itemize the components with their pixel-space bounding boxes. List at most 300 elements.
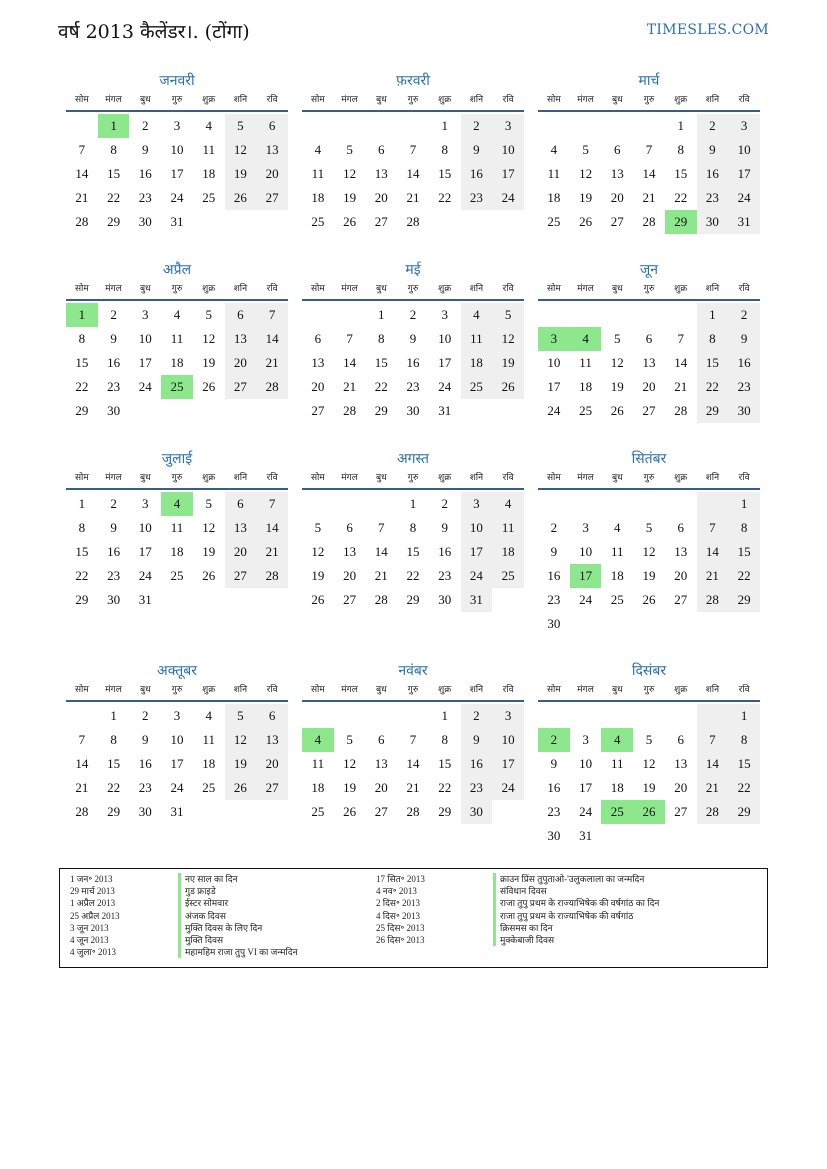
day-cell: 28 — [697, 588, 729, 612]
holiday-date: 1 अप्रैल 2013 — [70, 898, 116, 909]
day-cell: 21 — [406, 780, 420, 795]
day-cell: 13 — [374, 756, 388, 771]
day-cell: 28 — [256, 564, 288, 588]
day-cell: 25 — [461, 375, 493, 399]
day-cell: 25 — [202, 780, 216, 795]
day-cell: 26 — [225, 776, 257, 800]
day-cell: 12 — [579, 166, 593, 181]
day-cell: 29 — [697, 399, 729, 423]
day-cell: 29 — [75, 592, 89, 607]
empty-cell — [665, 303, 697, 327]
holiday-date: 4 दिस॰ 2013 — [376, 910, 421, 921]
weekday-label: गुरु — [643, 473, 655, 483]
weekday-label: शुक्र — [202, 685, 216, 695]
day-cell: 10 — [492, 728, 524, 752]
day-cell: 30 — [107, 592, 121, 607]
weekday-label: मंगल — [577, 685, 594, 695]
day-cell: 22 — [674, 190, 688, 205]
day-cell: 28 — [75, 214, 89, 229]
day-cell: 3 — [728, 114, 760, 138]
site-link[interactable]: TIMESLES.COM — [646, 22, 769, 38]
day-cell: 17 — [492, 752, 524, 776]
holiday-date: 25 दिस॰ 2013 — [376, 922, 425, 933]
day-cell: 20 — [311, 379, 325, 394]
day-cell: 15 — [75, 544, 89, 559]
day-cell: 9 — [697, 138, 729, 162]
empty-cell — [601, 492, 633, 516]
day-cell: 24 — [138, 379, 152, 394]
weekday-label: शुक्र — [202, 473, 216, 483]
weekday-label: बुध — [139, 95, 151, 105]
month-block — [66, 448, 288, 612]
day-cell: 11 — [461, 327, 493, 351]
day-cell: 1 — [66, 303, 98, 327]
page-title: वर्ष 2013 कैलेंडर।. (टोंगा) — [58, 21, 250, 43]
holiday-name: क्राउन प्रिंस तुपुताओ-'उलुकलाला का जन्मदिन — [493, 873, 644, 885]
empty-cell — [697, 492, 729, 516]
weekday-label: शुक्र — [438, 473, 452, 483]
day-cell: 24 — [138, 568, 152, 583]
day-cell: 14 — [75, 756, 89, 771]
day-cell: 21 — [697, 564, 729, 588]
day-cell: 24 — [438, 379, 452, 394]
day-cell: 21 — [256, 351, 288, 375]
day-grid — [538, 114, 760, 234]
day-cell: 16 — [461, 162, 493, 186]
day-cell: 11 — [202, 142, 215, 157]
day-cell: 17 — [138, 355, 152, 370]
day-cell: 6 — [256, 114, 288, 138]
empty-cell — [302, 492, 334, 516]
empty-cell — [633, 114, 665, 138]
empty-cell — [570, 704, 602, 728]
weekday-label: सोम — [74, 685, 89, 695]
day-cell: 18 — [461, 351, 493, 375]
day-cell: 7 — [78, 732, 86, 747]
day-cell: 21 — [256, 540, 288, 564]
day-cell: 20 — [225, 351, 257, 375]
day-cell: 16 — [107, 355, 121, 370]
day-cell: 21 — [374, 568, 388, 583]
day-cell: 19 — [311, 568, 325, 583]
holiday-date: 4 जुला॰ 2013 — [70, 947, 116, 958]
weekday-header — [302, 682, 524, 702]
weekday-label: रवि — [738, 95, 750, 105]
day-cell: 28 — [256, 375, 288, 399]
day-cell: 17 — [170, 756, 184, 771]
weekday-label: शुक्र — [202, 95, 216, 105]
day-cell: 12 — [610, 355, 624, 370]
day-cell: 11 — [547, 166, 561, 181]
day-cell: 10 — [461, 516, 493, 540]
day-cell: 2 — [142, 708, 149, 723]
day-cell: 2 — [110, 496, 117, 511]
day-cell: 12 — [343, 166, 357, 181]
day-cell: 20 — [374, 780, 388, 795]
empty-cell — [365, 492, 397, 516]
day-cell: 22 — [107, 190, 121, 205]
day-grid — [66, 114, 288, 234]
weekday-label: रवि — [266, 685, 278, 695]
day-cell: 19 — [343, 190, 357, 205]
day-cell: 28 — [406, 214, 420, 229]
weekday-header — [538, 281, 760, 301]
weekday-label: बुध — [375, 473, 387, 483]
day-cell: 28 — [674, 403, 688, 418]
month-block — [302, 70, 524, 234]
empty-cell — [665, 704, 697, 728]
empty-cell — [601, 114, 633, 138]
day-cell: 10 — [138, 520, 152, 535]
day-cell: 25 — [170, 568, 184, 583]
day-cell: 13 — [311, 355, 325, 370]
holiday-date: 17 सित॰ 2013 — [376, 874, 425, 884]
day-cell: 4 — [601, 728, 633, 752]
day-cell: 20 — [674, 780, 688, 795]
weekday-header — [302, 281, 524, 301]
weekday-label: सोम — [310, 95, 325, 105]
day-cell: 18 — [547, 190, 561, 205]
weekday-label: सोम — [74, 284, 89, 294]
day-cell: 21 — [75, 780, 89, 795]
day-cell: 25 — [161, 375, 193, 399]
day-cell: 2 — [538, 728, 570, 752]
day-cell: 11 — [170, 331, 184, 346]
day-cell: 8 — [441, 142, 448, 157]
weekday-label: सोम — [546, 473, 561, 483]
month-block — [66, 660, 288, 824]
day-cell: 30 — [547, 616, 561, 631]
day-cell: 17 — [570, 564, 602, 588]
day-cell: 29 — [728, 588, 760, 612]
day-cell: 27 — [374, 804, 388, 819]
month-name: मई — [405, 262, 421, 278]
day-cell: 22 — [75, 568, 89, 583]
day-cell: 26 — [642, 592, 656, 607]
day-cell: 20 — [256, 752, 288, 776]
month-name: नवंबर — [398, 663, 428, 679]
day-cell: 20 — [225, 540, 257, 564]
holiday-name: मुक्केबाजी दिवस — [493, 934, 554, 946]
day-cell: 18 — [202, 756, 216, 771]
month-block — [302, 259, 524, 423]
day-cell: 14 — [697, 752, 729, 776]
day-cell: 5 — [645, 520, 653, 535]
day-cell: 13 — [674, 544, 688, 559]
day-cell: 20 — [374, 190, 388, 205]
empty-cell — [302, 704, 334, 728]
day-cell: 12 — [311, 544, 325, 559]
weekday-label: शुक्र — [674, 685, 688, 695]
day-grid — [302, 492, 524, 612]
weekday-label: शनि — [469, 685, 484, 695]
day-cell: 17 — [170, 166, 184, 181]
day-cell: 25 — [610, 592, 624, 607]
day-cell: 7 — [78, 142, 86, 157]
day-cell: 12 — [642, 544, 656, 559]
weekday-label: शुक्र — [438, 685, 452, 695]
day-cell: 3 — [492, 114, 524, 138]
day-cell: 2 — [697, 114, 729, 138]
day-cell: 30 — [406, 403, 420, 418]
day-cell: 18 — [170, 355, 184, 370]
weekday-header — [66, 92, 288, 112]
day-cell: 5 — [314, 520, 322, 535]
day-cell: 21 — [674, 379, 688, 394]
day-cell: 3 — [538, 327, 570, 351]
day-cell: 28 — [406, 804, 420, 819]
day-cell: 15 — [374, 355, 388, 370]
day-cell: 9 — [441, 520, 448, 535]
weekday-label: गुरु — [171, 473, 183, 483]
day-cell: 22 — [406, 568, 420, 583]
day-cell: 27 — [642, 403, 656, 418]
weekday-label: गुरु — [407, 685, 419, 695]
day-cell: 23 — [697, 186, 729, 210]
day-cell: 4 — [550, 142, 558, 157]
day-cell: 14 — [406, 756, 420, 771]
month-block — [538, 70, 760, 234]
weekday-label: मंगल — [341, 95, 358, 105]
weekday-label: बुध — [139, 284, 151, 294]
day-cell: 9 — [142, 142, 149, 157]
weekday-label: गुरु — [643, 685, 655, 695]
weekday-label: शनि — [705, 284, 720, 294]
day-cell: 3 — [173, 708, 181, 723]
month-name: सितंबर — [631, 451, 667, 467]
empty-cell — [334, 492, 366, 516]
day-cell: 24 — [728, 186, 760, 210]
holiday-date: 25 अप्रैल 2013 — [70, 910, 120, 921]
day-cell: 6 — [256, 704, 288, 728]
empty-cell — [570, 114, 602, 138]
day-cell: 10 — [170, 142, 184, 157]
day-cell: 8 — [78, 331, 86, 346]
day-cell: 14 — [256, 516, 288, 540]
day-cell: 4 — [614, 520, 621, 535]
weekday-label: बुध — [139, 685, 151, 695]
day-grid — [302, 303, 524, 423]
day-cell: 17 — [438, 355, 452, 370]
day-cell: 19 — [642, 568, 656, 583]
empty-cell — [334, 303, 366, 327]
day-cell: 2 — [142, 118, 149, 133]
day-cell: 9 — [142, 732, 149, 747]
day-cell: 31 — [170, 214, 184, 229]
day-cell: 11 — [170, 520, 184, 535]
day-cell: 15 — [674, 166, 688, 181]
day-cell: 23 — [461, 776, 493, 800]
day-cell: 10 — [492, 138, 524, 162]
weekday-label: मंगल — [577, 284, 594, 294]
day-cell: 29 — [374, 403, 388, 418]
day-cell: 12 — [202, 331, 216, 346]
weekday-label: रवि — [266, 284, 278, 294]
day-cell: 21 — [343, 379, 357, 394]
day-cell: 6 — [314, 331, 322, 346]
day-cell: 6 — [225, 492, 257, 516]
weekday-header — [538, 682, 760, 702]
day-cell: 20 — [256, 162, 288, 186]
day-cell: 1 — [441, 118, 448, 133]
day-cell: 2 — [550, 520, 558, 535]
holiday-name: महामहिम राजा तुपु VI का जन्मदिन — [178, 946, 298, 958]
weekday-label: मंगल — [105, 284, 122, 294]
day-cell: 28 — [343, 403, 357, 418]
day-cell: 19 — [225, 752, 257, 776]
day-cell: 15 — [438, 166, 452, 181]
weekday-label: शुक्र — [438, 95, 452, 105]
day-cell: 16 — [547, 780, 561, 795]
empty-cell — [665, 492, 697, 516]
weekday-label: शनि — [233, 685, 248, 695]
day-cell: 19 — [343, 780, 357, 795]
day-cell: 25 — [492, 564, 524, 588]
weekday-label: शुक्र — [438, 284, 452, 294]
weekday-label: शनि — [469, 284, 484, 294]
day-cell: 22 — [438, 780, 452, 795]
day-cell: 13 — [256, 728, 288, 752]
holiday-date: 29 मार्च 2013 — [70, 886, 115, 897]
day-cell: 9 — [728, 327, 760, 351]
weekday-label: शुक्र — [202, 284, 216, 294]
day-cell: 23 — [107, 568, 121, 583]
day-cell: 8 — [728, 516, 760, 540]
day-cell: 25 — [202, 190, 216, 205]
day-cell: 5 — [346, 142, 353, 157]
day-cell: 12 — [225, 138, 257, 162]
weekday-label: बुध — [611, 284, 623, 294]
day-cell: 21 — [406, 190, 420, 205]
day-cell: 19 — [202, 355, 216, 370]
day-cell: 17 — [461, 540, 493, 564]
holiday-name: ईस्टर सोमवार — [178, 897, 228, 909]
day-cell: 9 — [550, 756, 558, 771]
day-cell: 15 — [728, 752, 760, 776]
weekday-header — [66, 281, 288, 301]
day-cell: 13 — [610, 166, 624, 181]
holiday-date: 2 दिस॰ 2013 — [376, 898, 421, 909]
day-cell: 15 — [107, 756, 121, 771]
empty-cell — [334, 114, 366, 138]
weekday-header — [538, 470, 760, 490]
empty-cell — [697, 704, 729, 728]
day-cell: 24 — [492, 776, 524, 800]
month-block — [302, 660, 524, 824]
day-cell: 27 — [225, 375, 257, 399]
day-cell: 30 — [138, 804, 152, 819]
weekday-label: शुक्र — [674, 473, 688, 483]
day-cell: 27 — [311, 403, 325, 418]
holiday-date: 1 जन॰ 2013 — [70, 874, 113, 884]
day-cell: 18 — [311, 190, 325, 205]
month-block — [66, 259, 288, 423]
day-cell: 13 — [674, 756, 688, 771]
day-cell: 11 — [311, 756, 325, 771]
holiday-name: राजा तुपु प्रथम के राज्याभिषेक की वर्षगांठ का दिन — [493, 897, 659, 909]
day-cell: 6 — [378, 732, 385, 747]
day-cell: 10 — [438, 331, 452, 346]
day-cell: 18 — [311, 780, 325, 795]
empty-cell — [302, 114, 334, 138]
day-cell: 14 — [406, 166, 420, 181]
holiday-date: 26 दिस॰ 2013 — [376, 935, 425, 945]
empty-cell — [601, 704, 633, 728]
day-cell: 19 — [642, 780, 656, 795]
day-cell: 31 — [138, 592, 152, 607]
day-cell: 7 — [346, 331, 353, 346]
day-cell: 24 — [547, 403, 561, 418]
holiday-name: मुक्ति दिवस के लिए दिन — [178, 922, 262, 934]
holiday-name: मुक्ति दिवस — [178, 934, 223, 946]
weekday-label: शुक्र — [674, 95, 688, 105]
weekday-label: शनि — [705, 473, 720, 483]
weekday-header — [538, 92, 760, 112]
day-cell: 1 — [697, 303, 729, 327]
day-cell: 2 — [409, 307, 417, 322]
day-cell: 31 — [170, 804, 184, 819]
day-cell: 16 — [438, 544, 452, 559]
day-cell: 29 — [75, 403, 89, 418]
day-cell: 16 — [138, 756, 152, 771]
month-name: फ़रवरी — [396, 73, 430, 89]
day-cell: 1 — [441, 708, 448, 723]
weekday-label: बुध — [611, 95, 623, 105]
day-cell: 1 — [677, 118, 684, 133]
weekday-label: गुरु — [407, 95, 419, 105]
day-grid — [302, 704, 524, 824]
weekday-label: सोम — [74, 95, 89, 105]
day-cell: 22 — [697, 375, 729, 399]
day-cell: 12 — [642, 756, 656, 771]
day-cell: 11 — [202, 732, 215, 747]
day-cell: 3 — [142, 307, 149, 322]
day-cell: 23 — [547, 804, 561, 819]
day-cell: 25 — [311, 214, 325, 229]
day-cell: 6 — [677, 732, 684, 747]
day-cell: 6 — [378, 142, 385, 157]
day-cell: 1 — [728, 704, 760, 728]
day-cell: 7 — [409, 142, 417, 157]
day-cell: 6 — [225, 303, 257, 327]
weekday-label: मंगल — [341, 473, 358, 483]
day-cell: 6 — [346, 520, 353, 535]
weekday-label: रवि — [502, 685, 514, 695]
day-cell: 15 — [697, 351, 729, 375]
day-cell: 5 — [645, 732, 653, 747]
day-cell: 13 — [225, 516, 257, 540]
weekday-label: बुध — [375, 284, 387, 294]
empty-cell — [365, 704, 397, 728]
day-cell: 5 — [492, 303, 524, 327]
day-cell: 25 — [547, 214, 561, 229]
day-cell: 23 — [728, 375, 760, 399]
day-cell: 8 — [110, 732, 117, 747]
day-cell: 4 — [161, 492, 193, 516]
day-grid — [538, 303, 760, 423]
weekday-label: शुक्र — [674, 284, 688, 294]
day-cell: 1 — [378, 307, 385, 322]
weekday-label: सोम — [546, 685, 561, 695]
month-name: अगस्त — [396, 451, 429, 467]
day-cell: 4 — [205, 118, 212, 133]
weekday-label: सोम — [310, 284, 325, 294]
day-cell: 29 — [406, 592, 420, 607]
day-cell: 9 — [550, 544, 558, 559]
month-block — [538, 259, 760, 423]
day-cell: 3 — [441, 307, 448, 322]
day-cell: 21 — [642, 190, 656, 205]
